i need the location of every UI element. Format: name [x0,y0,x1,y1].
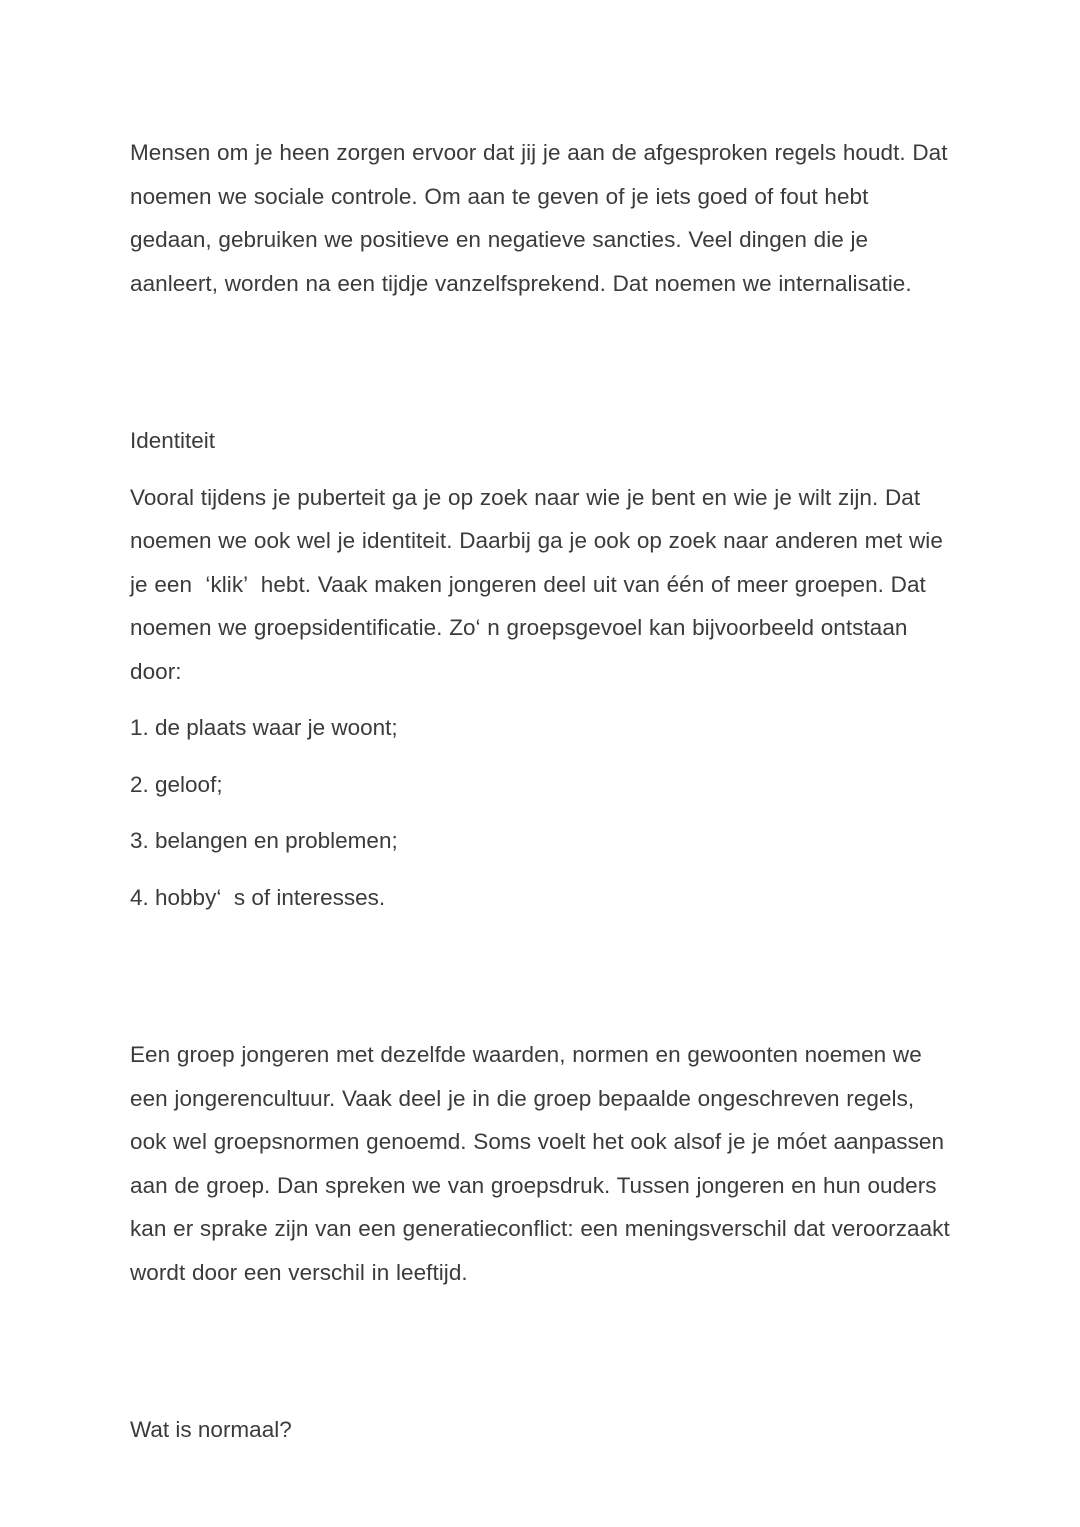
identiteit-heading: Identiteit [130,428,216,453]
list-item: 3. belangen en problemen; [130,828,398,853]
section-spacer [130,305,952,419]
list-spacer [130,693,952,706]
list-item-spacer [130,806,952,819]
identiteit-paragraph: Vooral tijdens je puberteit ga je op zoek naar wie je bent en wie je wilt zijn. Dat noemen we ook wel je identiteit. Daarbij ga je ook op zoek naar anderen met wie je een ‘klik’ hebt. Vaak maken jongeren deel uit van één of meer groepen. Dat noemen we groepsidentificatie. Zo‘ n groepsgevoel kan bijvoorbeeld ontstaan door: [130,484,950,684]
list-item: 1. de plaats waar je woont; [130,715,398,740]
section-spacer [130,1294,952,1408]
wat-is-normaal-heading: Wat is normaal? [130,1417,292,1442]
heading-spacer [130,463,952,476]
jongerencultuur-paragraph: Een groep jongeren met dezelfde waarden, normen en gewoonten noemen we een jongerencultuur. Vaak deel je in die groep bepaalde ongeschreven regels, ook wel groepsnormen genoemd. Soms voelt het ook alsof je je móet aanpassen aan de groep. Dan spreken we van groepsdruk. Tussen jongeren en hun ouders kan er sprake zijn van een generatieconflict: een meningsverschil dat veroorzaakt wordt door een verschil in leeftijd. [130,1042,957,1285]
identiteit-list [130,706,952,919]
list-item-spacer [130,863,952,876]
section-spacer [130,919,952,1033]
list-item-spacer [130,750,952,763]
intro-paragraph: Mensen om je heen zorgen ervoor dat jij je aan de afgesproken regels houdt. Dat noemen we sociale controle. Om aan te geven of je iets goed of fout hebt gedaan, gebruiken we positieve en negatieve sancties. Veel dingen die je aanleert, worden na een tijdje vanzelfsprekend. Dat noemen we internalisatie. [130,140,955,296]
document-content [130,131,957,1452]
list-item: 2. geloof; [130,771,223,797]
list-item: 4. hobby‘ s of interesses. [130,884,386,910]
